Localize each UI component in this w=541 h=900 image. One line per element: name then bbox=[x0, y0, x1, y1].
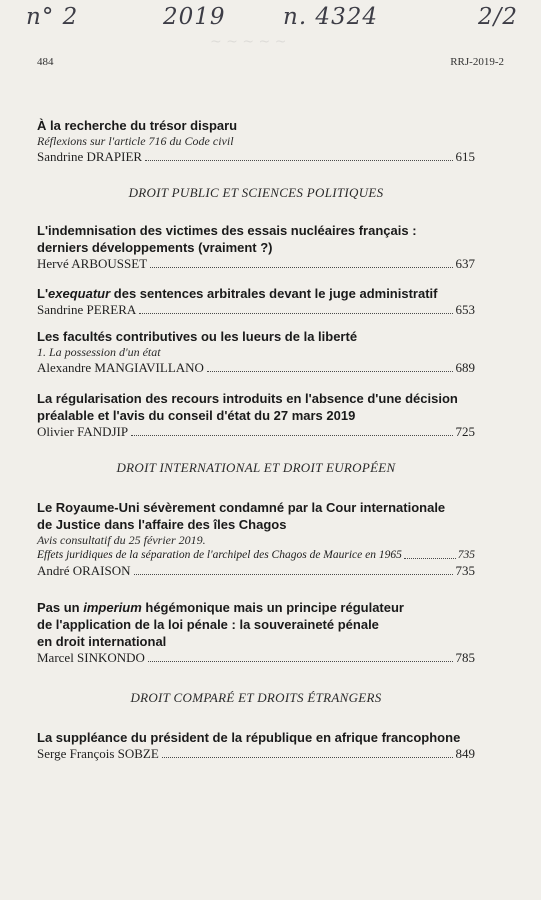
author-name: Serge François SOBZE bbox=[37, 746, 159, 761]
entry-subtitle: Réflexions sur l'article 716 du Code civil bbox=[37, 134, 234, 148]
section-heading: DROIT PUBLIC ET SCIENCES POLITIQUES bbox=[128, 185, 384, 200]
dot-leader bbox=[131, 435, 452, 436]
page-number: 484 bbox=[37, 56, 54, 68]
entry-title-line: en droit international bbox=[37, 634, 167, 649]
subtitle-leader-line bbox=[37, 548, 475, 563]
toc-entry bbox=[37, 390, 475, 440]
handwritten-issue-number: n° 2 bbox=[26, 4, 79, 30]
author-line bbox=[37, 424, 475, 440]
page-ref: 735 bbox=[455, 563, 475, 578]
author-line bbox=[37, 302, 475, 318]
author-line bbox=[37, 256, 475, 272]
bleed-through-ghost-text: ~ ~ ~ ~ ~ bbox=[210, 34, 287, 50]
handwritten-reference: n. 4324 bbox=[283, 4, 378, 30]
entry-title-line: L'indemnisation des victimes des essais nucléaires français : bbox=[37, 223, 417, 238]
entry-title-line: de Justice dans l'affaire des îles Chagos bbox=[37, 517, 287, 532]
toc-entry bbox=[37, 729, 475, 762]
dot-leader bbox=[162, 757, 453, 758]
toc-entry bbox=[37, 222, 475, 272]
author-line bbox=[37, 563, 475, 579]
entry-title bbox=[37, 285, 475, 302]
handwritten-volume: 2/2 bbox=[478, 4, 519, 30]
page-ref: 615 bbox=[455, 149, 475, 164]
dot-leader bbox=[148, 661, 453, 662]
title-part: L' bbox=[37, 286, 49, 301]
title-emphasis: imperium bbox=[83, 600, 142, 615]
page-ref: 653 bbox=[455, 302, 475, 317]
entry-title: À la recherche du trésor disparu bbox=[37, 118, 238, 133]
toc-entry bbox=[37, 117, 475, 165]
section-heading: DROIT INTERNATIONAL ET DROIT EUROPÉEN bbox=[116, 460, 396, 475]
journal-reference: RRJ-2019-2 bbox=[450, 56, 504, 68]
entry-title-line: derniers développements (vraiment ?) bbox=[37, 240, 273, 255]
author-name: Olivier FANDJIP bbox=[37, 424, 129, 439]
page-ref: 725 bbox=[455, 424, 475, 439]
author-name: Alexandre MANGIAVILLANO bbox=[37, 360, 204, 375]
entry-title-line bbox=[37, 599, 475, 616]
author-name: Sandrine PERERA bbox=[37, 302, 137, 317]
author-name: André ORAISON bbox=[37, 563, 131, 578]
toc-entry bbox=[37, 599, 475, 666]
dot-leader bbox=[139, 313, 452, 314]
author-name: Marcel SINKONDO bbox=[37, 650, 145, 665]
toc-entry bbox=[37, 499, 475, 579]
page-ref: 735 bbox=[457, 549, 475, 561]
author-line bbox=[37, 149, 475, 165]
toc-entry bbox=[37, 285, 475, 318]
author-line bbox=[37, 650, 475, 666]
dot-leader bbox=[145, 160, 452, 161]
entry-title-line: de l'application de la loi pénale : la souveraineté pénale bbox=[37, 617, 379, 632]
author-line bbox=[37, 746, 475, 762]
entry-subtitle: 1. La possession d'un état bbox=[37, 345, 161, 359]
author-name: Sandrine DRAPIER bbox=[37, 149, 143, 164]
entry-subtitle: Effets juridiques de la séparation de l'archipel des Chagos de Maurice en 1965 bbox=[37, 549, 402, 561]
section-heading: DROIT COMPARÉ ET DROITS ÉTRANGERS bbox=[130, 690, 382, 705]
dot-leader bbox=[404, 558, 456, 559]
page-ref: 637 bbox=[455, 256, 475, 271]
handwritten-year: 2019 bbox=[163, 4, 226, 30]
entry-title: Les facultés contributives ou les lueurs de la liberté bbox=[37, 329, 358, 344]
author-line bbox=[37, 360, 475, 376]
entry-title-line: La régularisation des recours introduits en l'absence d'une décision bbox=[37, 391, 458, 406]
page-ref: 785 bbox=[455, 650, 475, 665]
title-part: hégémonique mais un principe régulateur bbox=[141, 600, 404, 615]
page-ref: 849 bbox=[455, 746, 475, 761]
title-emphasis: exequatur bbox=[48, 286, 111, 301]
entry-title-line: Le Royaume-Uni sévèrement condamné par la Cour internationale bbox=[37, 500, 446, 515]
dot-leader bbox=[207, 371, 453, 372]
entry-subtitle: Avis consultatif du 25 février 2019. bbox=[37, 533, 206, 547]
dot-leader bbox=[150, 267, 452, 268]
title-part: Pas un bbox=[37, 600, 84, 615]
toc-entry bbox=[37, 328, 475, 376]
entry-title: La suppléance du président de la république en afrique francophone bbox=[37, 730, 461, 745]
entry-title-line: préalable et l'avis du conseil d'état du 27 mars 2019 bbox=[37, 408, 356, 423]
page-ref: 689 bbox=[455, 360, 475, 375]
author-name: Hervé ARBOUSSET bbox=[37, 256, 148, 271]
title-part: des sentences arbitrales devant le juge administratif bbox=[110, 286, 438, 301]
dot-leader bbox=[134, 574, 453, 575]
